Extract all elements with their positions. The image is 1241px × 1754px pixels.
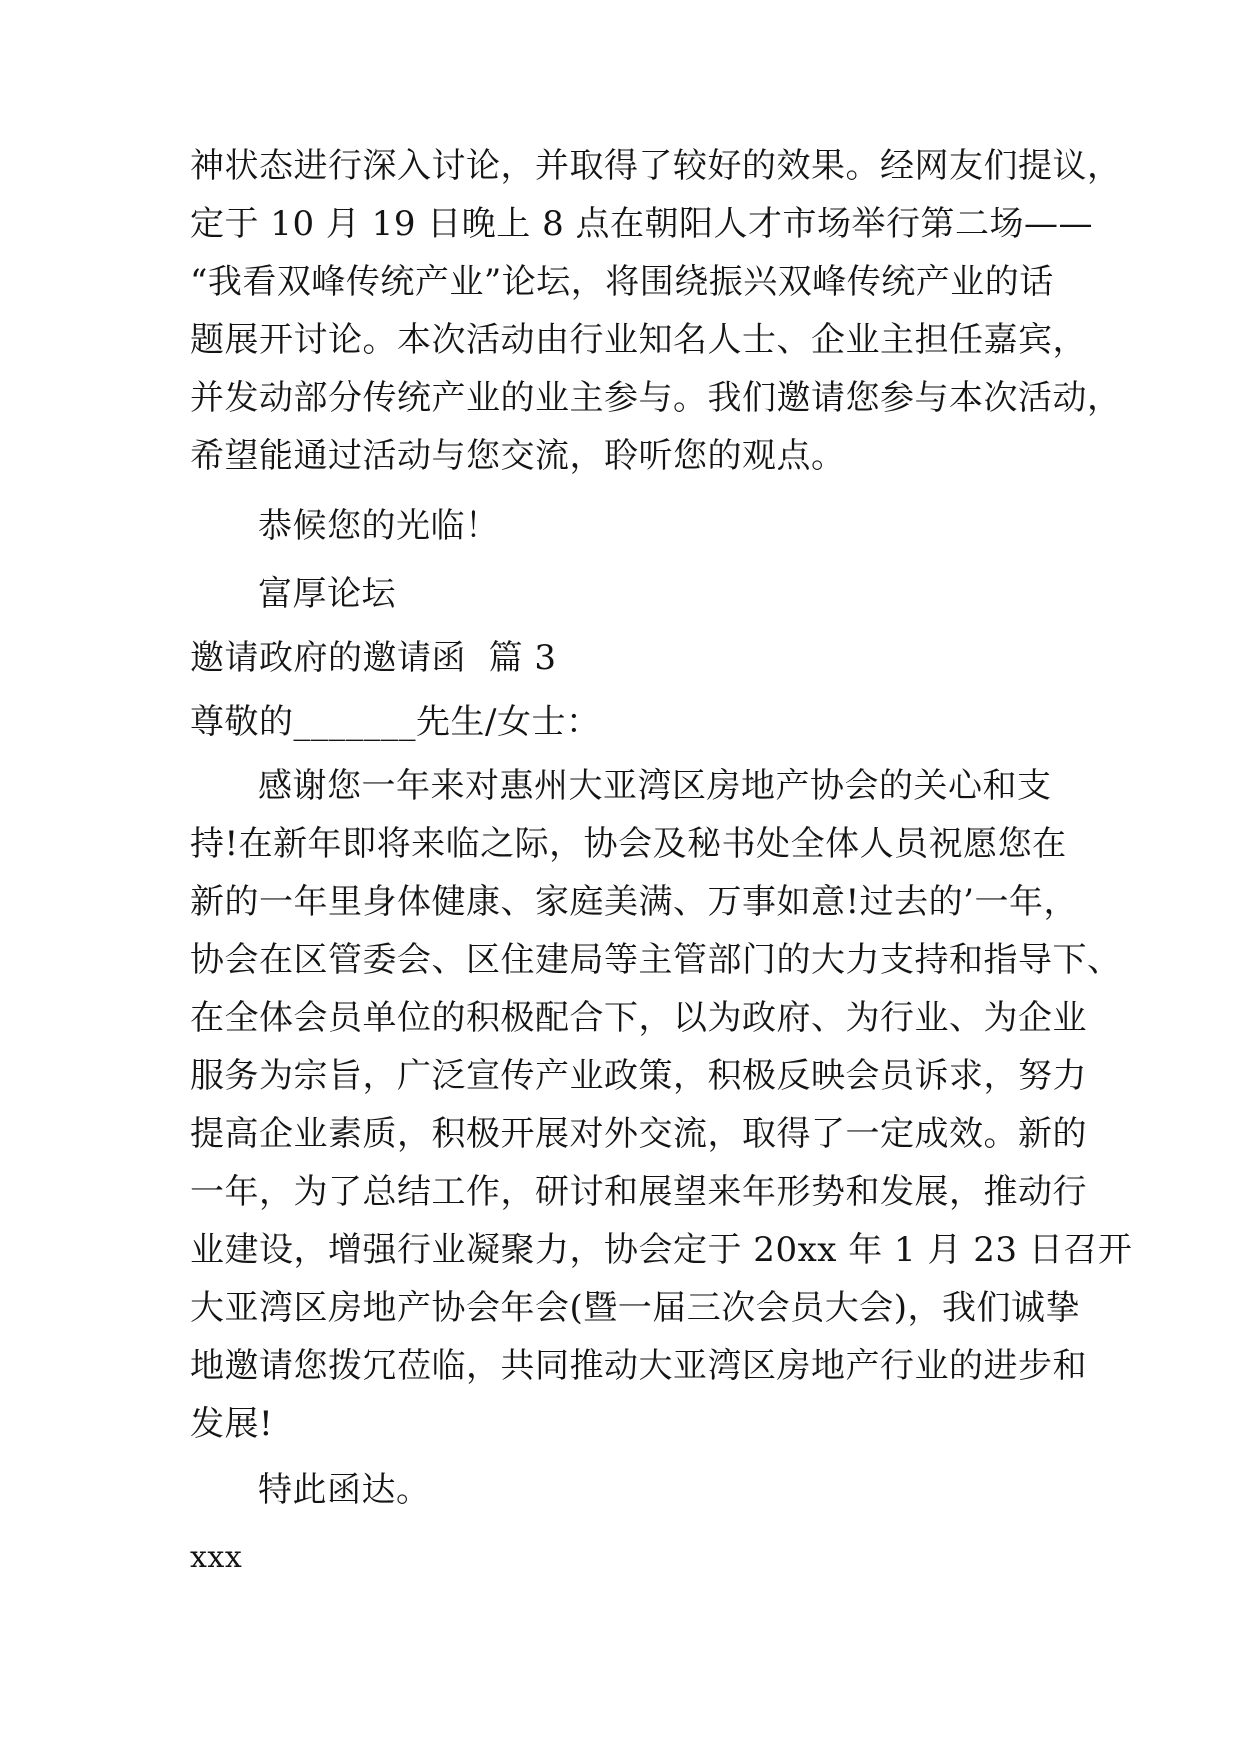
- paragraph-line: 提高企业素质，积极开展对外交流，取得了一定成效。新的: [190, 1114, 1087, 1154]
- closing-remark: 特此函达。: [258, 1470, 431, 1510]
- closing-greeting: 恭候您的光临！: [258, 506, 500, 546]
- paragraph-line: 希望能通过活动与您交流，聆听您的观点。: [190, 436, 846, 476]
- paragraph-line: 发展!: [190, 1404, 274, 1444]
- paragraph-line: 业建设，增强行业凝聚力，协会定于 20xx 年 1 月 23 日召开: [190, 1230, 1133, 1270]
- paragraph-line: 在全体会员单位的积极配合下，以为政府、为行业、为企业: [190, 998, 1087, 1038]
- paragraph-line: 协会在区管委会、区住建局等主管部门的大力支持和指导下、: [190, 940, 1122, 980]
- paragraph-line: 服务为宗旨，广泛宣传产业政策，积极反映会员诉求，努力: [190, 1056, 1087, 1096]
- paragraph-line: 新的一年里身体健康、家庭美满、万事如意!过去的’一年，: [190, 882, 1078, 922]
- paragraph-line: 一年，为了总结工作，研讨和展望来年形势和发展，推动行: [190, 1172, 1087, 1212]
- paragraph-line: 定于 10 月 19 日晚上 8 点在朝阳人才市场举行第二场——: [190, 204, 1094, 244]
- paragraph-line: 大亚湾区房地产协会年会(暨一届三次会员大会)，我们诚挚: [190, 1288, 1081, 1328]
- signature: xxx: [190, 1540, 243, 1575]
- paragraph-line: “我看双峰传统产业”论坛，将围绕振兴双峰传统产业的话: [190, 262, 1054, 302]
- paragraph-line: 题展开讨论。本次活动由行业知名人士、企业主担任嘉宾，: [190, 320, 1087, 360]
- paragraph-line: 并发动部分传统产业的业主参与。我们邀请您参与本次活动，: [190, 378, 1122, 418]
- signature: 富厚论坛: [258, 574, 396, 614]
- section-heading: 邀请政府的邀请函 篇 3: [190, 638, 557, 678]
- paragraph-line: 持!在新年即将来临之际，协会及秘书处全体人员祝愿您在: [190, 824, 1067, 864]
- salutation: 尊敬的_______先生/女士：: [190, 702, 601, 742]
- paragraph-line: 神状态进行深入讨论，并取得了较好的效果。经网友们提议，: [190, 146, 1122, 186]
- paragraph-line: 地邀请您拨冗莅临，共同推动大亚湾区房地产行业的进步和: [190, 1346, 1087, 1386]
- paragraph-line: 感谢您一年来对惠州大亚湾区房地产协会的关心和支: [258, 766, 1052, 806]
